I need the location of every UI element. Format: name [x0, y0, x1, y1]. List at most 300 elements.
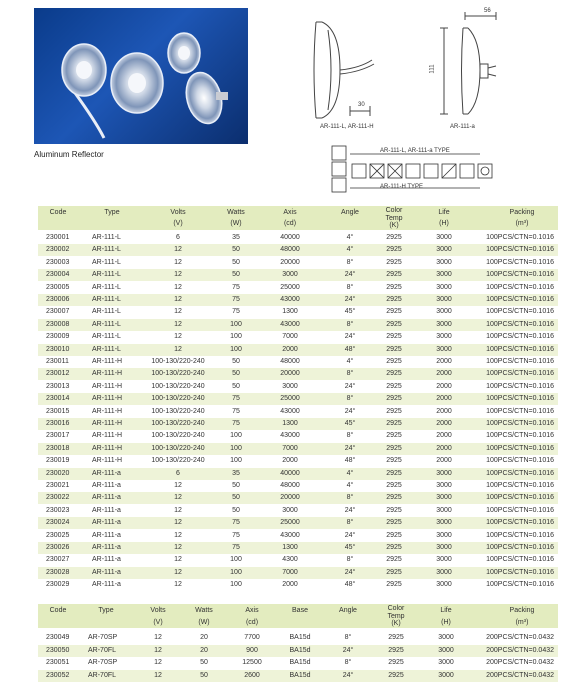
table-cell: 230007 [46, 308, 70, 316]
table-cell: 2925 [386, 469, 402, 477]
table-cell: 3000 [436, 308, 452, 316]
table-cell: 100PCS/CTN=0.1016 [486, 506, 554, 514]
table-cell: 20000 [280, 370, 300, 378]
table-row [38, 632, 558, 644]
reflector-lamps-illustration [34, 8, 248, 144]
table-cell: 230052 [46, 671, 70, 679]
table-row [38, 505, 558, 517]
table-cell: 7000 [282, 333, 298, 341]
table-cell: 45° [344, 420, 356, 427]
table-cell: 7700 [244, 634, 260, 641]
table-cell: 35 [232, 234, 240, 241]
table-cell: AR-111-L [92, 333, 121, 341]
drawing-label-left: AR-111-L, AR-111-H [320, 124, 374, 130]
table2-col-header: Packing [509, 607, 535, 614]
table-cell: 12 [174, 531, 182, 539]
table-cell: 2925 [386, 568, 402, 576]
table-cell: 3000 [436, 519, 452, 527]
table-cell: 50 [232, 382, 240, 390]
table-cell: 2000 [436, 420, 452, 427]
table-cell: 4° [346, 246, 354, 254]
table-cell: 100 [230, 345, 242, 353]
table-row [38, 554, 558, 566]
table-cell: 8° [346, 556, 354, 564]
table-row [38, 306, 558, 318]
table1-col-unit: (cd) [283, 220, 297, 227]
table-cell: 48° [344, 457, 356, 465]
table-cell: 3000 [438, 634, 454, 641]
table-cell: AR-111-L [92, 345, 121, 353]
table-cell: 75 [232, 296, 240, 303]
table-cell: 75 [232, 531, 240, 539]
table-cell: 230008 [46, 320, 70, 328]
table-cell: 230050 [46, 646, 70, 654]
table-cell: 100 [230, 320, 242, 328]
table-cell: 100-130/220-240 [151, 370, 205, 378]
table-cell: 3000 [436, 469, 452, 477]
dim-height: 111 [429, 64, 436, 74]
table-cell: 12 [174, 519, 182, 527]
table-cell: 2000 [436, 370, 452, 378]
table-cell: 24° [344, 296, 356, 303]
table-cell: AR-111-L [92, 320, 121, 328]
table-cell: 230004 [46, 271, 70, 279]
table-cell: 100PCS/CTN=0.1016 [486, 494, 554, 502]
table-cell: 2925 [386, 581, 402, 589]
table-row [38, 542, 558, 554]
table-cell: 230016 [46, 420, 70, 427]
table-cell: 100PCS/CTN=0.1016 [486, 358, 554, 365]
table-cell: 1300 [282, 420, 298, 427]
table-cell: AR-111-H [92, 358, 123, 365]
table-cell: AR-111-a [92, 544, 121, 551]
table-cell: 50 [232, 358, 240, 365]
table1-col-header: Angle [341, 209, 359, 216]
table-cell: 200PCS/CTN=0.0432 [486, 646, 554, 654]
table-cell: 230014 [46, 395, 70, 403]
type-label-top: AR-111-L, AR-111-a TYPE [380, 148, 450, 154]
table2-col-header: Life [440, 607, 452, 614]
table-cell: 43000 [280, 296, 300, 303]
table-cell: 230006 [46, 296, 70, 303]
table-row [38, 579, 558, 591]
table-cell: 2925 [386, 395, 402, 403]
table-cell: 100 [230, 556, 242, 564]
table-row [38, 670, 558, 682]
table-cell: 2000 [282, 457, 298, 465]
table-row [38, 244, 558, 256]
table1-col-header: Packing [509, 209, 535, 216]
table-cell: 48000 [280, 246, 300, 254]
table2-col-header: Axis [245, 607, 259, 614]
table-cell: 2600 [244, 671, 260, 679]
table-cell: 45° [344, 308, 356, 316]
table-cell: 50 [200, 671, 208, 679]
table-cell: 100PCS/CTN=0.1016 [486, 320, 554, 328]
table-cell: 2925 [386, 258, 402, 266]
table-cell: 8° [346, 395, 354, 403]
table2-col-unit: (cd) [245, 619, 259, 626]
table-cell: 230051 [46, 659, 70, 666]
table-cell: 230023 [46, 506, 70, 514]
table-cell: 900 [246, 646, 258, 654]
table-cell: 12 [174, 568, 182, 576]
table-cell: 4° [346, 358, 354, 365]
table-cell: 3000 [282, 271, 298, 279]
table-cell: 2000 [436, 444, 452, 452]
table-row [38, 269, 558, 281]
table-cell: 100PCS/CTN=0.1016 [486, 407, 554, 415]
table-row [38, 406, 558, 418]
table-cell: 230049 [46, 634, 70, 641]
table-cell: 230002 [46, 246, 70, 254]
table1-col-unit: (H) [439, 220, 449, 227]
table-row [38, 443, 558, 455]
table-cell: 100-130/220-240 [151, 457, 205, 465]
table-row [38, 530, 558, 542]
table-cell: AR-111-H [92, 407, 123, 415]
table-cell: 25000 [280, 395, 300, 403]
table-cell: 50 [200, 659, 208, 666]
product-photo [34, 8, 248, 144]
table-cell: 12 [174, 556, 182, 564]
table-cell: 12 [154, 659, 162, 666]
table-cell: 100 [230, 568, 242, 576]
table-cell: 50 [232, 506, 240, 514]
table-cell: BA15d [289, 671, 311, 679]
table-cell: 100PCS/CTN=0.1016 [486, 420, 554, 427]
table-cell: 1300 [282, 544, 298, 551]
table-row [38, 319, 558, 331]
table-cell: 2925 [386, 271, 402, 279]
table-cell: 12500 [242, 659, 262, 666]
table-cell: AR-111-L [92, 234, 121, 241]
table-cell: 7000 [282, 444, 298, 452]
table-cell: 2925 [386, 246, 402, 254]
table-cell: 8° [346, 258, 354, 266]
table-cell: 3000 [436, 333, 452, 341]
table-cell: AR-111-H [92, 444, 123, 452]
table-cell: 50 [232, 370, 240, 378]
table-cell: 230021 [46, 482, 70, 489]
table-cell: 45° [344, 544, 356, 551]
table-cell: 40000 [280, 234, 300, 241]
table-cell: 3000 [436, 581, 452, 589]
table-cell: 100-130/220-240 [151, 395, 205, 403]
table-cell: 2925 [388, 634, 404, 641]
table-cell: 100-130/220-240 [151, 432, 205, 440]
table-cell: 12 [174, 494, 182, 502]
table-row [38, 567, 558, 579]
table-cell: AR-70SP [88, 634, 118, 641]
table-cell: 12 [174, 296, 182, 303]
table-cell: BA15d [289, 659, 311, 666]
table-cell: 100 [230, 581, 242, 589]
table-cell: 100PCS/CTN=0.1016 [486, 581, 554, 589]
table-cell: 3000 [436, 482, 452, 489]
table-cell: 100PCS/CTN=0.1016 [486, 568, 554, 576]
table-cell: 100-130/220-240 [151, 444, 205, 452]
table-cell: AR-111-a [92, 581, 121, 589]
table-cell: 100PCS/CTN=0.1016 [486, 482, 554, 489]
table-cell: 3000 [436, 320, 452, 328]
drawing-label-right: AR-111-a [450, 124, 475, 130]
table-cell: 230017 [46, 432, 70, 440]
table-row [38, 294, 558, 306]
table-cell: 7000 [282, 568, 298, 576]
table2-col-unit: (V) [153, 619, 163, 626]
table-cell: AR-111-H [92, 420, 123, 427]
table-cell: 230005 [46, 283, 70, 291]
table-cell: 24° [344, 568, 356, 576]
table-cell: 100 [230, 457, 242, 465]
table-cell: AR-70SP [88, 659, 118, 666]
table-cell: 3000 [436, 544, 452, 551]
table1-col-header: Axis [283, 209, 297, 216]
table-cell: AR-111-a [92, 469, 121, 477]
table-row [38, 344, 558, 356]
table-cell: 20000 [280, 494, 300, 502]
table-cell: 230025 [46, 531, 70, 539]
table-cell: 200PCS/CTN=0.0432 [486, 634, 554, 641]
type-label-bottom: AR-111-H TYPE [380, 184, 424, 190]
table-cell: 230024 [46, 519, 70, 527]
table-cell: 3000 [436, 531, 452, 539]
table-cell: 3000 [438, 646, 454, 654]
table-row [38, 657, 558, 669]
table-cell: 24° [342, 646, 354, 654]
table-cell: 2925 [386, 333, 402, 341]
table-cell: 25000 [280, 519, 300, 527]
table-cell: 24° [344, 333, 356, 341]
table-cell: 230018 [46, 444, 70, 452]
table-cell: 35 [232, 469, 240, 477]
table-cell: 3000 [436, 296, 452, 303]
table-cell: 2925 [386, 444, 402, 452]
table-cell: 2925 [386, 457, 402, 465]
table-cell: 8° [344, 634, 352, 641]
table-row [38, 645, 558, 657]
table-cell: 48000 [280, 482, 300, 489]
table-cell: 100PCS/CTN=0.1016 [486, 544, 554, 551]
table-cell: AR-111-L [92, 258, 121, 266]
table-cell: 200PCS/CTN=0.0432 [486, 671, 554, 679]
table-cell: AR-111-a [92, 494, 121, 502]
table-cell: 75 [232, 308, 240, 316]
table-cell: 100PCS/CTN=0.1016 [486, 345, 554, 353]
table-cell: 2000 [436, 395, 452, 403]
table-cell: AR-111-a [92, 506, 121, 514]
table-cell: 230029 [46, 581, 70, 589]
dim-width: 56 [484, 8, 491, 14]
table-cell: 3000 [436, 271, 452, 279]
table2-col-header: Volts [150, 607, 166, 614]
table-cell: 100PCS/CTN=0.1016 [486, 258, 554, 266]
table-cell: 75 [232, 519, 240, 527]
table-cell: 2925 [388, 671, 404, 679]
table-cell: 8° [346, 370, 354, 378]
table-cell: 75 [232, 407, 240, 415]
table-cell: 100PCS/CTN=0.1016 [486, 395, 554, 403]
table-cell: 3000 [436, 494, 452, 502]
table-cell: 8° [346, 519, 354, 527]
table-cell: 100-130/220-240 [151, 358, 205, 365]
table-cell: 24° [344, 382, 356, 390]
table-cell: 12 [174, 544, 182, 551]
table-cell: 3000 [438, 671, 454, 679]
table-row [38, 393, 558, 405]
table-cell: 230012 [46, 370, 70, 378]
table-cell: 3000 [436, 345, 452, 353]
table1-col-header: Code [49, 209, 67, 216]
table1-col-header: Volts [170, 209, 186, 216]
table-cell: 2925 [386, 544, 402, 551]
table-cell: 3000 [436, 283, 452, 291]
table1-col-header: Color Temp [385, 207, 403, 222]
table-cell: 12 [174, 308, 182, 316]
table-cell: 8° [346, 283, 354, 291]
table-row [38, 492, 558, 504]
table-cell: 230010 [46, 345, 70, 353]
table-row [38, 430, 558, 442]
table-cell: 100PCS/CTN=0.1016 [486, 333, 554, 341]
table-row [38, 232, 558, 244]
table2-col-header: Angle [339, 607, 357, 614]
table-cell: 12 [154, 646, 162, 654]
table-cell: 100PCS/CTN=0.1016 [486, 283, 554, 291]
table-cell: 2925 [386, 432, 402, 440]
table1-col-unit: (W) [230, 220, 242, 227]
table1-col-unit: (V) [173, 220, 183, 227]
table-cell: 50 [232, 258, 240, 266]
table-cell: 12 [174, 320, 182, 328]
table-cell: 230013 [46, 382, 70, 390]
table-cell: 20 [200, 634, 208, 641]
table1-col-unit: (m³) [515, 220, 529, 227]
table-row [38, 517, 558, 529]
table-cell: 230028 [46, 568, 70, 576]
photo-caption: Aluminum Reflector [34, 150, 104, 159]
table-cell: 43000 [280, 531, 300, 539]
table-cell: 2925 [386, 370, 402, 378]
table2-col-header: Type [98, 607, 114, 614]
table-cell: 6 [176, 234, 180, 241]
technical-drawing [300, 10, 530, 140]
table-cell: 43000 [280, 320, 300, 328]
table-cell: 8° [346, 432, 354, 440]
table-cell: AR-111-L [92, 271, 121, 279]
table-cell: 50 [232, 271, 240, 279]
table-cell: 3000 [436, 506, 452, 514]
table-cell: 3000 [436, 258, 452, 266]
table-cell: 2000 [436, 382, 452, 390]
table-cell: 8° [344, 659, 352, 666]
table2-col-header: Base [292, 607, 308, 614]
table-cell: 230027 [46, 556, 70, 564]
table-cell: 4° [346, 234, 354, 241]
table-cell: 24° [342, 671, 354, 679]
table-cell: 4° [346, 482, 354, 489]
table-row [38, 331, 558, 343]
table-row [38, 480, 558, 492]
table-row [38, 381, 558, 393]
table-cell: 200PCS/CTN=0.0432 [486, 659, 554, 666]
table-cell: AR-111-L [92, 308, 121, 316]
table-cell: 100 [230, 432, 242, 440]
table-cell: 43000 [280, 432, 300, 440]
table-cell: 230020 [46, 469, 70, 477]
table-cell: 43000 [280, 407, 300, 415]
table-cell: AR-111-H [92, 432, 123, 440]
table-cell: 2925 [386, 345, 402, 353]
table-cell: 2925 [386, 308, 402, 316]
table-cell: AR-111-H [92, 395, 123, 403]
table-cell: 48° [344, 345, 356, 353]
table2-col-header: Watts [195, 607, 213, 614]
table-cell: 230001 [46, 234, 70, 241]
table1-col-header: Watts [227, 209, 245, 216]
table-cell: AR-111-a [92, 482, 121, 489]
table-row [38, 468, 558, 480]
table-cell: 2925 [386, 519, 402, 527]
table-cell: 20 [200, 646, 208, 654]
table-cell: 50 [232, 482, 240, 489]
table-cell: 25000 [280, 283, 300, 291]
table-row [38, 356, 558, 368]
table-cell: 2925 [386, 531, 402, 539]
table-cell: 12 [174, 246, 182, 254]
table-cell: AR-70FL [88, 671, 117, 679]
table2-col-header: Color Temp [387, 605, 405, 620]
table-cell: 100-130/220-240 [151, 407, 205, 415]
table-cell: 75 [232, 420, 240, 427]
table-cell: AR-111-a [92, 519, 121, 527]
table-cell: 20000 [280, 258, 300, 266]
table-cell: AR-111-H [92, 457, 123, 465]
table-cell: 230019 [46, 457, 70, 465]
table-cell: AR-111-a [92, 568, 121, 576]
table-cell: 100-130/220-240 [151, 420, 205, 427]
table2-col-unit: (W) [198, 619, 210, 626]
table-cell: 12 [174, 581, 182, 589]
table-cell: 12 [154, 671, 162, 679]
table-cell: 48000 [280, 358, 300, 365]
table-cell: 2925 [386, 420, 402, 427]
table2-col-header: Code [49, 607, 67, 614]
table-cell: 100PCS/CTN=0.1016 [486, 246, 554, 254]
table-cell: AR-111-a [92, 531, 121, 539]
table-cell: 100PCS/CTN=0.1016 [486, 271, 554, 279]
table-cell: 100-130/220-240 [151, 382, 205, 390]
table-cell: 100PCS/CTN=0.1016 [486, 382, 554, 390]
table-cell: 24° [344, 271, 356, 279]
table-cell: 24° [344, 407, 356, 415]
table1-col-header: Life [438, 209, 450, 216]
table-cell: 2925 [386, 283, 402, 291]
table-cell: 2925 [386, 407, 402, 415]
table-cell: 100PCS/CTN=0.1016 [486, 531, 554, 539]
table-cell: 3000 [436, 568, 452, 576]
table-cell: 100PCS/CTN=0.1016 [486, 308, 554, 316]
table-row [38, 257, 558, 269]
table-cell: 100PCS/CTN=0.1016 [486, 519, 554, 527]
table-cell: 2925 [386, 234, 402, 241]
table-cell: 6 [176, 469, 180, 477]
table-cell: 24° [344, 444, 356, 452]
table-cell: 2925 [388, 659, 404, 666]
table-cell: 100 [230, 333, 242, 341]
table-cell: 12 [154, 634, 162, 641]
